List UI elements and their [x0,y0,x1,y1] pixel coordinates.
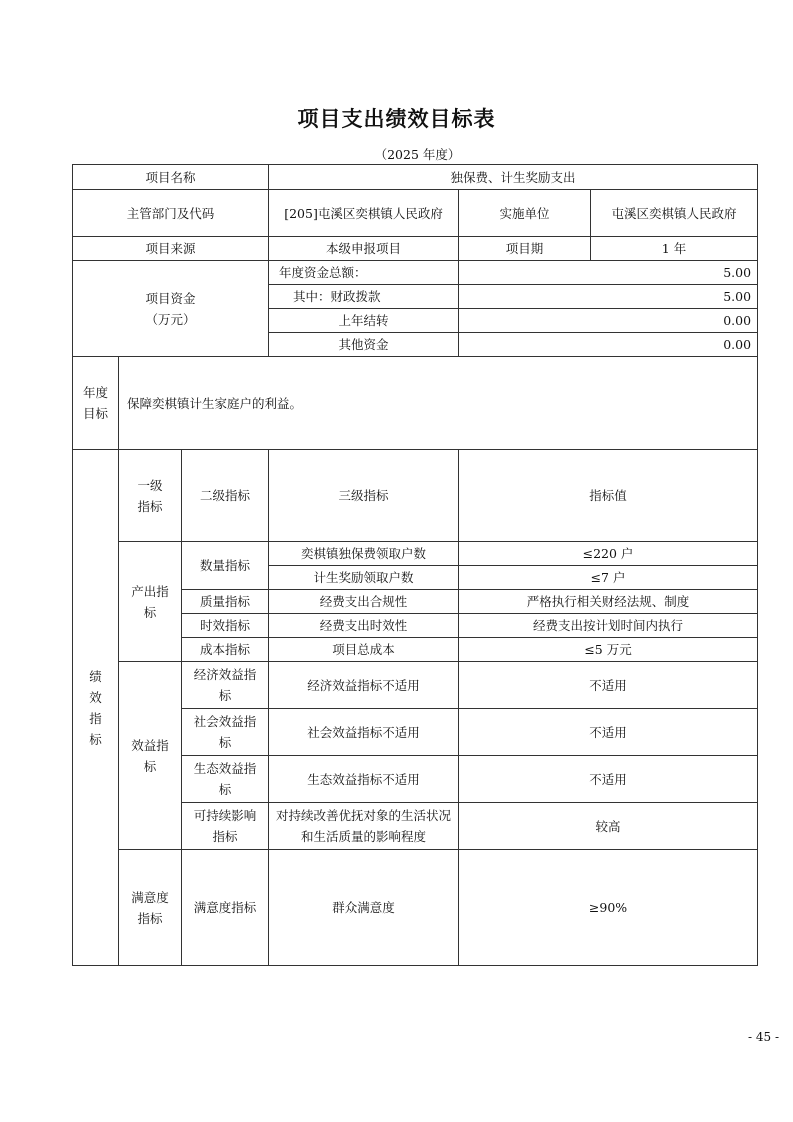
table-row [73,237,758,261]
table-row [73,662,758,709]
cost-name: 项目总成本 [269,638,459,662]
table-row [73,165,758,190]
period-label: 项目期 [459,237,591,261]
eco-indicator-label: 生态效益指标 [182,756,269,803]
source-label: 项目来源 [73,237,269,261]
cost-value: ≤5 万元 [459,638,758,662]
sustain-name: 对持续改善优抚对象的生活状况和生活质量的影响程度 [269,803,459,850]
header-level2: 二级指标 [182,450,269,542]
impl-unit-value: 屯溪区奕棋镇人民政府 [591,190,758,237]
page-number: - 45 - [748,1030,780,1044]
sustain-indicator-label: 可持续影响指标 [182,803,269,850]
timeliness-indicator-label: 时效指标 [182,614,269,638]
annual-goal-text: 保障奕棋镇计生家庭户的利益。 [119,357,758,450]
table-row [73,190,758,237]
annual-goal-label: 年度目标 [73,357,119,450]
satisfaction-indicator-label: 满意度指标 [119,850,182,966]
table-row [73,357,758,450]
dept-label: 主管部门及代码 [73,190,269,237]
funds-unit: （万元） [145,311,196,327]
social-value: 不适用 [459,709,758,756]
eco-value: 不适用 [459,756,758,803]
table-row [73,850,758,966]
satisfaction-value: ≥90% [459,850,758,966]
project-name-label: 项目名称 [73,165,269,190]
project-name-value: 独保费、计生奖励支出 [269,165,758,190]
funds-fiscal-label: 其中：财政拨款 [269,285,459,309]
sustain-value: 较高 [459,803,758,850]
quality-value: 严格执行相关财经法规、制度 [459,590,758,614]
impl-unit-label: 实施单位 [459,190,591,237]
dept-value: [205]屯溪区奕棋镇人民政府 [269,190,459,237]
satisfaction-name: 群众满意度 [269,850,459,966]
funds-label: 项目资金 [145,290,196,306]
funds-total-label: 年度资金总额： [269,261,459,285]
page-title: 项目支出绩效目标表 [297,107,496,131]
quality-indicator-label: 质量指标 [182,590,269,614]
funds-carryover-label: 上年结转 [269,309,459,333]
social-name: 社会效益指标不适用 [269,709,459,756]
table-row [73,450,758,542]
eco-name: 生态效益指标不适用 [269,756,459,803]
cost-indicator-label: 成本指标 [182,638,269,662]
funds-fiscal-value: 5.00 [459,285,758,309]
quantity-1-name: 奕棋镇独保费领取户数 [269,542,459,566]
benefit-indicator-label: 效益指标 [119,662,182,850]
quantity-indicator-label: 数量指标 [182,542,269,590]
source-value: 本级申报项目 [269,237,459,261]
quality-name: 经费支出合规性 [269,590,459,614]
econ-name: 经济效益指标不适用 [269,662,459,709]
funds-total-value: 5.00 [459,261,758,285]
table-row [73,542,758,566]
quantity-2-value: ≤7 户 [459,566,758,590]
social-indicator-label: 社会效益指标 [182,709,269,756]
performance-goal-table [72,164,758,966]
header-value: 指标值 [459,450,758,542]
funds-other-label: 其他资金 [269,333,459,357]
timeliness-name: 经费支出时效性 [269,614,459,638]
header-level1: 一级指标 [119,450,182,542]
quantity-1-value: ≤220 户 [459,542,758,566]
funds-carryover-value: 0.00 [459,309,758,333]
funds-label-cell [73,261,269,357]
funds-other-value: 0.00 [459,333,758,357]
econ-value: 不适用 [459,662,758,709]
period-value: 1 年 [591,237,758,261]
year-caption: （2025 年度） [374,147,461,162]
quantity-2-name: 计生奖励领取户数 [269,566,459,590]
output-indicator-label: 产出指标 [119,542,182,662]
header-level3: 三级指标 [269,450,459,542]
timeliness-value: 经费支出按计划时间内执行 [459,614,758,638]
perf-label: 绩效指标 [73,450,119,966]
econ-indicator-label: 经济效益指标 [182,662,269,709]
satisfaction-level2-label: 满意度指标 [182,850,269,966]
table-row [73,261,758,285]
